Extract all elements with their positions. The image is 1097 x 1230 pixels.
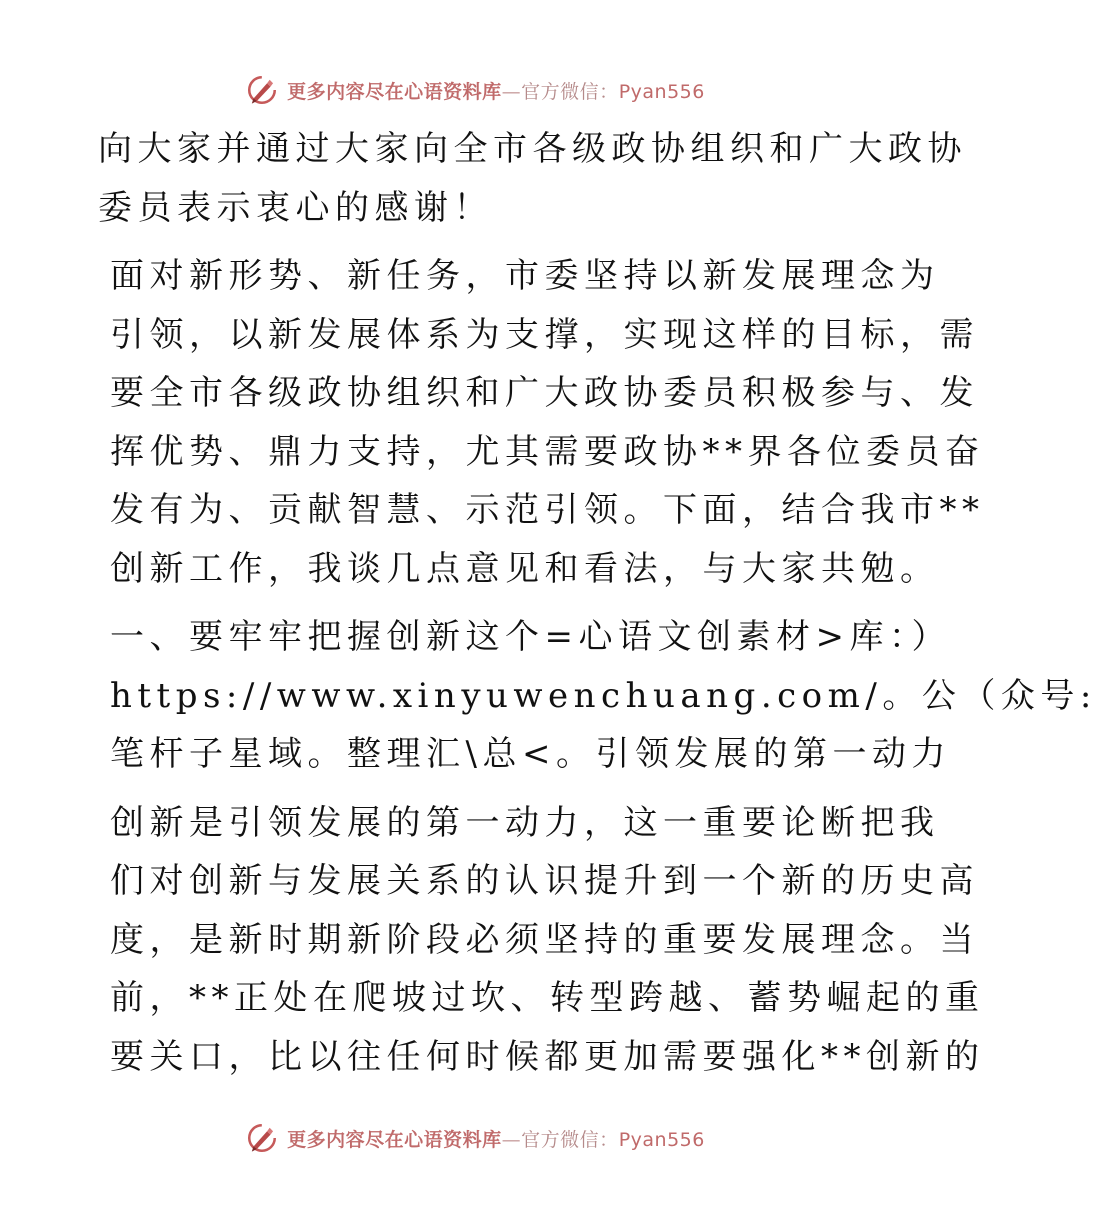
paragraph-4 (98, 794, 985, 1087)
text-line: 要关口，比以往任何时候都更加需要强化**创新的 (110, 1036, 985, 1077)
text-line: 要全市各级政协组织和广大政协委员积极参与、发 (110, 373, 979, 413)
text-line-url: https://www.xinyuwenchuang.com/。公（众号: (110, 675, 1097, 716)
watermark-dash: — (501, 1128, 522, 1151)
watermark-main: 更多内容尽在心语资料库 (287, 1128, 502, 1151)
watermark-handle: Pyan556 (618, 1128, 705, 1151)
text-line: 一、要牢牢把握创新这个=心语文创素材>库：） (110, 617, 951, 657)
text-line: 度，是新时期新阶段必须坚持的重要发展理念。当 (110, 919, 979, 960)
watermark-text (287, 1125, 705, 1152)
pen-logo-icon (245, 1121, 279, 1155)
text-line: 面对新形势、新任务，市委坚持以新发展理念为 (110, 256, 940, 296)
text-line: 发有为、贡献智慧、示范引领。下面，结合我市** (110, 490, 985, 530)
text-line: 引领，以新发展体系为支撑，实现这样的目标，需 (110, 314, 979, 355)
text-line: 们对创新与发展关系的认识提升到一个新的历史高 (110, 861, 979, 901)
text-line: 创新是引领发展的第一动力，这一重要论断把我 (110, 802, 940, 843)
watermark-handle: Pyan556 (618, 80, 705, 103)
header-watermark (0, 70, 950, 110)
watermark-label: 官方微信： (521, 80, 619, 103)
text-line: 前，**正处在爬坡过坎、转型跨越、蓄势崛起的重 (110, 978, 985, 1018)
watermark-main: 更多内容尽在心语资料库 (287, 80, 502, 103)
paragraph-3 (98, 608, 1097, 784)
text-line: 向大家并通过大家向全市各级政协组织和广大政协 (98, 129, 967, 169)
paragraph-2 (98, 247, 985, 598)
text-line: 笔杆子星域。整理汇\总<。引领发展的第一动力 (110, 734, 951, 774)
text-line: 委员表示衷心的感谢！ (98, 187, 493, 228)
watermark-dash: — (501, 80, 522, 103)
text-line: 挥优势、鼎力支持，尤其需要政协**界各位委员奋 (110, 431, 985, 472)
footer-watermark (0, 1118, 950, 1158)
watermark-label: 官方微信： (521, 1128, 619, 1151)
document-body (98, 120, 1097, 1096)
paragraph-1 (98, 120, 967, 237)
text-line: 创新工作，我谈几点意见和看法，与大家共勉。 (110, 548, 940, 589)
watermark-text (287, 77, 705, 104)
pen-logo-icon (245, 73, 279, 107)
